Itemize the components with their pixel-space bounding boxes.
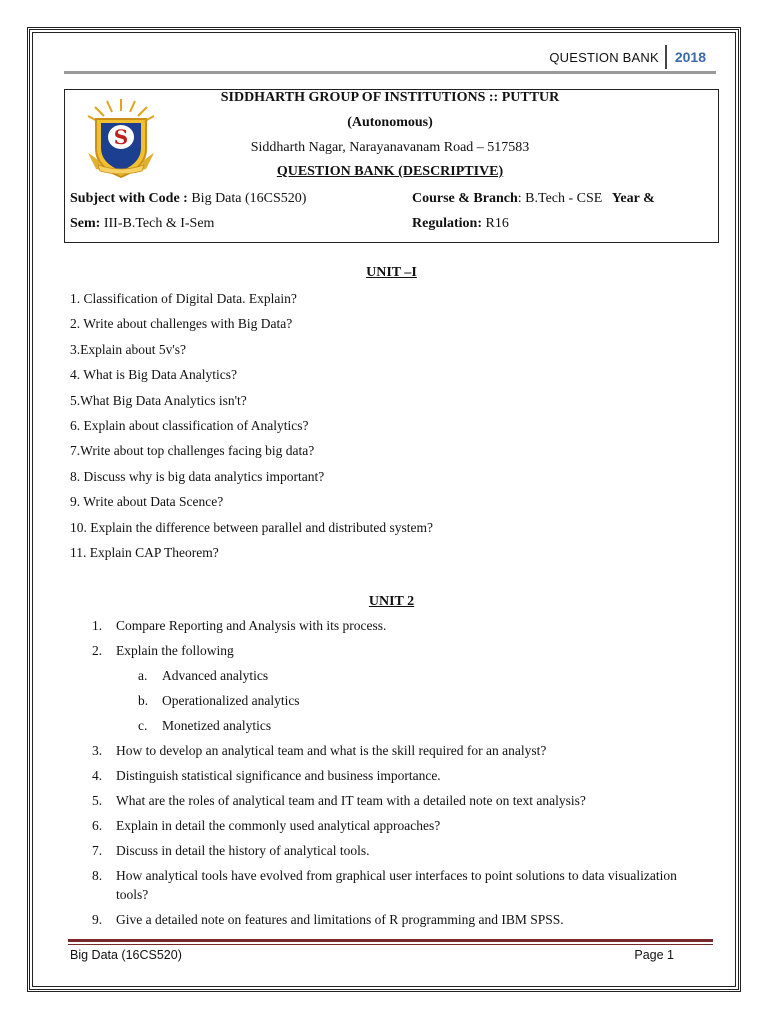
- document-type: QUESTION BANK (DESCRIPTIVE): [276, 164, 504, 179]
- year-label: Year &: [611, 191, 655, 206]
- course-label: Course & Branch: [412, 191, 518, 206]
- question-number: 3.: [92, 743, 103, 758]
- sub-question: [138, 691, 696, 710]
- question-number: 4.: [92, 768, 103, 783]
- sub-question-text: Advanced analytics: [162, 668, 269, 683]
- footer-rule-thick: [68, 939, 713, 942]
- footer-rule-thin: [68, 944, 713, 945]
- header-title: QUESTION BANK: [549, 49, 659, 65]
- unit1-question: 4. What is Big Data Analytics?: [70, 367, 237, 383]
- logo-letter: S: [113, 125, 129, 149]
- sub-question-list: [138, 666, 696, 735]
- running-header: [549, 44, 706, 70]
- sub-question-letter: b.: [138, 693, 149, 708]
- unit1-question: 9. Write about Data Scence?: [70, 494, 224, 510]
- subject-value: Big Data (16CS520): [187, 191, 307, 206]
- question-number: 9.: [92, 912, 103, 927]
- question-number: 6.: [92, 818, 103, 833]
- regulation-value: R16: [482, 216, 509, 231]
- unit1-question: 7.Write about top challenges facing big data?: [70, 443, 315, 459]
- question-text: Distinguish statistical significance and business importance.: [116, 768, 441, 783]
- sub-question: [138, 666, 696, 685]
- sub-question-letter: a.: [138, 668, 148, 683]
- sem-label: Sem:: [70, 216, 101, 231]
- sub-question-text: Monetized analytics: [162, 718, 272, 733]
- regulation-label: Regulation:: [412, 216, 482, 231]
- unit2-title: UNIT 2: [368, 594, 415, 609]
- question-text: Explain in detail the commonly used analytical approaches?: [116, 818, 441, 833]
- question-number: 8.: [92, 868, 103, 883]
- question-text: How analytical tools have evolved from graphical user interfaces to point solutions to data visualization tools?: [116, 868, 677, 902]
- sub-question-text: Operationalized analytics: [162, 693, 300, 708]
- unit2-question: [92, 741, 696, 760]
- unit1-question: 2. Write about challenges with Big Data?: [70, 316, 293, 332]
- question-number: 2.: [92, 643, 103, 658]
- institution-status: (Autonomous): [347, 115, 433, 130]
- institution-address: Siddharth Nagar, Narayanavanam Road – 517583: [250, 140, 530, 155]
- unit2-question: [92, 841, 696, 860]
- unit1-question: 3.Explain about 5v's?: [70, 341, 187, 357]
- unit2-question: [92, 866, 696, 904]
- question-text: What are the roles of analytical team and IT team with a detailed note on text analysis?: [116, 793, 586, 808]
- sem-value: III-B.Tech & I-Sem: [100, 216, 215, 231]
- course-value: : B.Tech - CSE: [517, 191, 603, 206]
- question-text: Discuss in detail the history of analytical tools.: [116, 843, 370, 858]
- question-number: 7.: [92, 843, 103, 858]
- unit2-question: [92, 816, 696, 835]
- header-year: 2018: [674, 49, 706, 65]
- subject-info: [70, 191, 306, 207]
- footer-subject: Big Data (16CS520): [70, 948, 182, 962]
- course-info: [412, 191, 655, 207]
- question-number: 5.: [92, 793, 103, 808]
- unit2-question: [92, 766, 696, 785]
- sem-info: [70, 216, 214, 232]
- unit2-question: [92, 616, 696, 635]
- unit1-question: 5.What Big Data Analytics isn't?: [70, 392, 247, 408]
- footer-page-number: Page 1: [634, 948, 674, 962]
- unit2-question: [92, 791, 696, 810]
- header-rule: [64, 71, 716, 74]
- unit1-title: UNIT –I: [366, 265, 417, 280]
- unit1-question: 1. Classification of Digital Data. Explain?: [70, 291, 297, 306]
- sub-question-letter: c.: [138, 718, 148, 733]
- institution-name: SIDDHARTH GROUP OF INSTITUTIONS :: PUTTUR: [220, 90, 560, 105]
- unit1-question: 8. Discuss why is big data analytics important?: [70, 468, 325, 484]
- question-text: How to develop an analytical team and what is the skill required for an analyst?: [116, 743, 547, 758]
- subject-label: Subject with Code :: [70, 191, 188, 206]
- unit1-question: 11. Explain CAP Theorem?: [70, 544, 219, 560]
- unit2-question: [92, 641, 696, 735]
- unit2-question: [92, 910, 696, 929]
- unit1-question: 6. Explain about classification of Analytics?: [70, 417, 309, 433]
- institution-logo: [82, 97, 160, 179]
- question-text: Give a detailed note on features and limitations of R programming and IBM SPSS.: [116, 912, 564, 927]
- question-number: 1.: [92, 618, 103, 633]
- regulation-info: [412, 216, 509, 232]
- unit1-question-list: [70, 289, 433, 568]
- unit1-question: 10. Explain the difference between parallel and distributed system?: [70, 519, 433, 535]
- question-text: Compare Reporting and Analysis with its process.: [116, 618, 387, 633]
- sub-question: [138, 716, 696, 735]
- question-text: Explain the following: [116, 643, 234, 658]
- unit2-question-list: [92, 616, 696, 935]
